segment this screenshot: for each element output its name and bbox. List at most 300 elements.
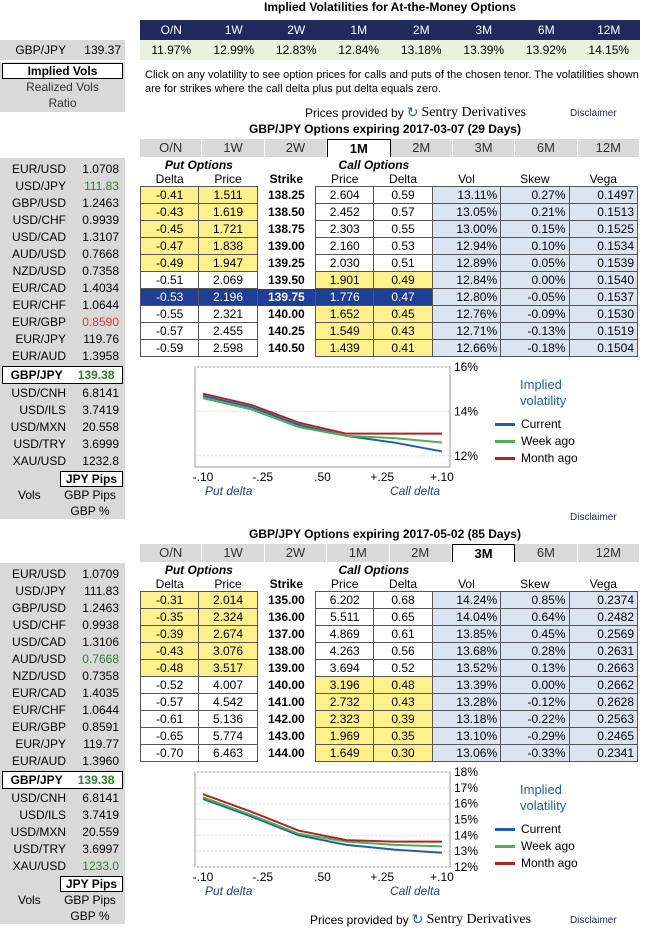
strike: 137.00 [268, 627, 305, 641]
rate-row [0, 195, 125, 212]
put-price[interactable]: 1.721 [199, 221, 257, 238]
skew: 0.00% [501, 677, 569, 694]
rate-pair: EUR/USD [11, 567, 66, 581]
table-row[interactable] [141, 728, 638, 745]
strike: 138.50 [268, 205, 305, 219]
provider-name: Sentry Derivatives [421, 104, 527, 120]
call-delta[interactable]: 0.52 [374, 660, 432, 677]
put-price-col: Price [214, 577, 242, 591]
header-vol-4[interactable]: 13.18% [400, 43, 442, 57]
tab-3m[interactable]: 3M [453, 139, 515, 157]
table-row[interactable] [141, 694, 638, 711]
rates-sidebar [0, 563, 125, 924]
vols-label: Vols [18, 893, 41, 907]
vol: 14.04% [432, 609, 500, 626]
tab-1w[interactable]: 1W [202, 139, 264, 157]
call-price[interactable]: 3.196 [316, 677, 374, 694]
tab-1m[interactable]: 1M [327, 544, 389, 562]
gbp-pct-button[interactable]: GBP % [70, 909, 110, 923]
vega: 0.1534 [569, 238, 637, 255]
rate-value: 3.6997 [82, 842, 119, 856]
tab-6m[interactable]: 6M [515, 544, 577, 562]
rate-pair: GBP/USD [11, 601, 66, 615]
rate-value: 1.2463 [82, 196, 119, 210]
call-delta[interactable]: 0.47 [374, 289, 432, 306]
call-price[interactable]: 1.969 [316, 728, 374, 745]
put-price[interactable]: 2.324 [199, 609, 257, 626]
legend-label: Month ago [521, 451, 578, 465]
header-tenor-5: 3M [475, 23, 493, 37]
tab-2m[interactable]: 2M [390, 544, 452, 562]
header-tenor-6: 6M [537, 23, 555, 37]
call-price[interactable]: 3.694 [316, 660, 374, 677]
put-delta[interactable]: -0.59 [141, 340, 199, 357]
rate-pair: XAU/USD [12, 859, 66, 873]
put-price[interactable]: 3.517 [199, 660, 257, 677]
table-row[interactable] [141, 306, 638, 323]
put-options-header: Put Options [164, 158, 233, 172]
call-price[interactable]: 2.604 [316, 187, 374, 204]
put-price[interactable]: 2.598 [199, 340, 257, 357]
vol-chart [192, 360, 479, 498]
call-price[interactable]: 1.549 [316, 323, 374, 340]
call-delta[interactable]: 0.43 [374, 323, 432, 340]
rate-pair: EUR/AUD [11, 754, 66, 768]
x-tick: +.25 [370, 470, 395, 484]
vol: 13.28% [432, 694, 500, 711]
header-tenor-2: 2W [287, 23, 306, 37]
rate-pair: EUR/JPY [15, 332, 66, 346]
table-row[interactable] [141, 323, 638, 340]
table-row[interactable] [141, 643, 638, 660]
header-vol-3[interactable]: 12.84% [338, 43, 380, 57]
rate-pair: AUD/USD [11, 247, 66, 261]
call-price[interactable]: 4.263 [316, 643, 374, 660]
rate-pair: NZD/USD [12, 669, 66, 683]
call-price[interactable]: 2.452 [316, 204, 374, 221]
legend-volatility: volatility [520, 798, 567, 813]
rate-pair: USD/CHF [12, 213, 66, 227]
rate-value: 0.7358 [82, 264, 119, 278]
vega: 0.1504 [569, 340, 637, 357]
jpy-pips-button[interactable]: JPY Pips [60, 876, 123, 892]
rate-value: 0.9939 [82, 213, 119, 227]
put-delta[interactable]: -0.57 [141, 694, 199, 711]
rate-value: 0.7668 [82, 247, 119, 261]
skew: -0.33% [501, 745, 569, 762]
info-text: Click on any volatility to see option prices for calls and puts of the chosen tenor. The volatilities shown are for strikes where the call delta plus put delta equals zero. [145, 69, 639, 95]
call-delta[interactable]: 0.55 [374, 221, 432, 238]
tab-1w[interactable]: 1W [202, 544, 264, 562]
table-row[interactable] [141, 340, 638, 357]
vega: 0.1537 [569, 289, 637, 306]
strike: 139.25 [268, 256, 305, 270]
vol: 14.24% [432, 592, 500, 609]
rate-value: 1.0709 [82, 567, 119, 581]
put-delta[interactable]: -0.51 [141, 272, 199, 289]
call-price[interactable]: 2.030 [316, 255, 374, 272]
header-tenor-0: O/N [160, 23, 182, 37]
put-delta[interactable]: -0.43 [141, 643, 199, 660]
call-delta[interactable]: 0.53 [374, 238, 432, 255]
call-price[interactable]: 1.901 [316, 272, 374, 289]
vega-col: Vega [589, 577, 617, 591]
tenor-tabs [140, 139, 640, 157]
put-delta[interactable]: -0.48 [141, 660, 199, 677]
call-price[interactable]: 1.776 [316, 289, 374, 306]
rate-pair: USD/JPY [15, 179, 66, 193]
legend-title [520, 377, 566, 409]
put-price[interactable]: 6.463 [199, 745, 257, 762]
skew: -0.22% [501, 711, 569, 728]
rate-value: 0.7668 [82, 652, 119, 666]
put-price[interactable]: 4.542 [199, 694, 257, 711]
rate-row [0, 419, 125, 436]
put-price[interactable]: 2.321 [199, 306, 257, 323]
strike: 138.75 [268, 222, 305, 236]
header-vol-1[interactable]: 12.99% [213, 43, 255, 57]
rate-row [0, 651, 125, 668]
rate-value: 1.4034 [82, 281, 119, 295]
y-tick: 17% [454, 780, 479, 795]
put-delta[interactable]: -0.35 [141, 609, 199, 626]
rate-pair: EUR/CHF [12, 298, 66, 312]
vega: 0.1513 [569, 204, 637, 221]
prices-by-label: Prices provided by [305, 105, 404, 120]
menu-ratio[interactable]: Ratio [48, 96, 77, 110]
table-row[interactable] [141, 745, 638, 762]
rate-value: 1.3107 [82, 230, 119, 244]
gbp-pips-button[interactable]: GBP Pips [64, 893, 116, 907]
menu-realized-vols[interactable]: Realized Vols [26, 80, 99, 94]
vol: 13.52% [432, 660, 500, 677]
skew: 0.28% [501, 643, 569, 660]
call-delta[interactable]: 0.49 [374, 272, 432, 289]
vega: 0.2628 [569, 694, 637, 711]
rate-row [0, 634, 125, 651]
put-delta[interactable]: -0.39 [141, 626, 199, 643]
y-tick: 14% [454, 404, 479, 419]
disclaimer-link[interactable]: Disclaimer [570, 108, 617, 119]
tab-3m[interactable]: 3M [452, 544, 515, 562]
table-row[interactable] [141, 660, 638, 677]
rate-value: 1.0644 [82, 298, 119, 312]
rate-row [0, 402, 125, 419]
spot-row [0, 40, 125, 60]
y-tick: 14% [454, 828, 479, 843]
put-delta[interactable]: -0.57 [141, 323, 199, 340]
put-price[interactable]: 1.619 [199, 204, 257, 221]
rate-row [0, 824, 125, 841]
table-row[interactable] [141, 238, 638, 255]
put-price[interactable]: 1.838 [199, 238, 257, 255]
call-delta[interactable]: 0.41 [374, 340, 432, 357]
call-delta[interactable]: 0.48 [374, 677, 432, 694]
options-table [140, 158, 638, 357]
call-delta[interactable]: 0.56 [374, 643, 432, 660]
call-price[interactable]: 2.732 [316, 694, 374, 711]
selected-pair-box [2, 771, 123, 789]
call-price[interactable]: 1.652 [316, 306, 374, 323]
vega: 0.2465 [569, 728, 637, 745]
rate-row [0, 212, 125, 229]
legend-label: Week ago [521, 434, 575, 448]
skew: -0.09% [501, 306, 569, 323]
header-vol-2[interactable]: 12.83% [275, 43, 317, 57]
table-row[interactable] [141, 626, 638, 643]
rate-pair: USD/CNH [11, 386, 66, 400]
legend-month-ago [495, 451, 578, 465]
legend-label: Month ago [521, 856, 578, 870]
y-tick: 12% [454, 860, 479, 874]
put-delta[interactable]: -0.45 [141, 221, 199, 238]
strike: 143.00 [268, 729, 305, 743]
put-delta[interactable]: -0.70 [141, 745, 199, 762]
rate-value: 6.8141 [82, 386, 119, 400]
skew: 0.21% [501, 204, 569, 221]
header-vol-7[interactable]: 14.15% [588, 43, 630, 57]
x-tick: -.10 [192, 870, 214, 884]
header-vol-5[interactable]: 13.39% [463, 43, 505, 57]
provider-credit [310, 911, 531, 928]
call-delta[interactable]: 0.68 [374, 592, 432, 609]
rate-value: 0.9938 [82, 618, 119, 632]
vega: 0.2374 [569, 592, 637, 609]
gbp-pct-button[interactable]: GBP % [70, 504, 110, 518]
rate-value: 3.6999 [82, 437, 119, 451]
strike: 139.50 [268, 273, 305, 287]
put-delta[interactable]: -0.55 [141, 306, 199, 323]
rate-row [0, 719, 125, 736]
put-delta-label: Put delta [205, 484, 253, 498]
rate-row [0, 436, 125, 453]
call-delta-col: Delta [389, 172, 418, 186]
tab-6m[interactable]: 6M [515, 139, 577, 157]
call-delta[interactable]: 0.43 [374, 694, 432, 711]
table-row[interactable] [141, 187, 638, 204]
put-price[interactable]: 5.136 [199, 711, 257, 728]
skew: 0.27% [501, 187, 569, 204]
tab-12m[interactable]: 12M [578, 544, 640, 562]
put-delta[interactable]: -0.61 [141, 711, 199, 728]
table-row[interactable] [141, 272, 638, 289]
menu-implied-vols[interactable]: Implied Vols [2, 63, 123, 79]
call-delta[interactable]: 0.35 [374, 728, 432, 745]
jpy-pips-button[interactable]: JPY Pips [60, 471, 123, 487]
put-price[interactable]: 2.069 [199, 272, 257, 289]
vol-col: Vol [458, 577, 475, 591]
table-row[interactable] [141, 221, 638, 238]
legend-volatility: volatility [520, 393, 567, 408]
put-delta[interactable]: -0.43 [141, 204, 199, 221]
strike: 144.00 [268, 746, 305, 760]
call-price[interactable]: 6.202 [316, 592, 374, 609]
put-price[interactable]: 2.455 [199, 323, 257, 340]
put-delta[interactable]: -0.65 [141, 728, 199, 745]
gbp-pips-button[interactable]: GBP Pips [64, 488, 116, 502]
table-row[interactable] [141, 289, 638, 306]
call-price[interactable]: 5.511 [316, 609, 374, 626]
vol-col: Vol [458, 172, 475, 186]
table-row[interactable] [141, 609, 638, 626]
skew: 0.15% [501, 221, 569, 238]
vol-chart [192, 765, 479, 898]
strike-col: Strike [269, 172, 304, 187]
vol: 13.39% [432, 677, 500, 694]
table-row[interactable] [141, 255, 638, 272]
x-tick: .50 [314, 870, 331, 884]
rate-value: 111.83 [84, 179, 119, 193]
rate-value: 1.4035 [82, 686, 119, 700]
call-price[interactable]: 1.439 [316, 340, 374, 357]
page-title: Implied Volatilities for At-the-Money Options [263, 0, 516, 14]
legend-swatch [495, 828, 515, 831]
put-delta[interactable]: -0.47 [141, 238, 199, 255]
call-options-header: Call Options [338, 563, 410, 577]
rate-pair: USD/JPY [15, 584, 66, 598]
call-delta[interactable]: 0.65 [374, 609, 432, 626]
call-delta[interactable]: 0.39 [374, 711, 432, 728]
call-price[interactable]: 2.323 [316, 711, 374, 728]
rate-row [0, 280, 125, 297]
call-delta[interactable]: 0.61 [374, 626, 432, 643]
put-delta[interactable]: -0.41 [141, 187, 199, 204]
tab-2m[interactable]: 2M [391, 139, 453, 157]
put-delta[interactable]: -0.52 [141, 677, 199, 694]
strike: 139.00 [268, 661, 305, 675]
rate-row [0, 453, 125, 470]
call-delta[interactable]: 0.45 [374, 306, 432, 323]
call-delta[interactable]: 0.57 [374, 204, 432, 221]
disclaimer-link[interactable]: Disclaimer [570, 512, 617, 523]
rate-pair: EUR/AUD [11, 349, 66, 363]
rate-row [0, 858, 125, 875]
skew: 0.85% [501, 592, 569, 609]
x-tick: +.10 [430, 870, 454, 884]
strike: 141.00 [268, 695, 305, 709]
tab-1m[interactable]: 1M [327, 139, 390, 157]
put-delta[interactable]: -0.31 [141, 592, 199, 609]
rate-value: 0.8590 [82, 315, 119, 329]
legend-title [520, 782, 566, 814]
call-delta[interactable]: 0.59 [374, 187, 432, 204]
skew: 0.45% [501, 626, 569, 643]
tab-2w[interactable]: 2W [265, 139, 327, 157]
tab-12m[interactable]: 12M [578, 139, 640, 157]
call-options-header: Call Options [338, 158, 410, 172]
strike: 138.00 [268, 644, 305, 658]
call-price[interactable]: 2.160 [316, 238, 374, 255]
rate-value: 1.3106 [82, 635, 119, 649]
call-delta-label: Call delta [390, 884, 441, 898]
call-price-col: Price [331, 172, 359, 186]
put-delta[interactable]: -0.53 [141, 289, 199, 306]
disclaimer-link[interactable]: Disclaimer [570, 915, 617, 926]
rate-value: 119.77 [83, 737, 119, 751]
strike: 140.50 [268, 341, 305, 355]
rate-row [0, 566, 125, 583]
vol: 13.05% [432, 204, 500, 221]
header-tenor-7: 12M [597, 23, 621, 37]
rate-pair: XAU/USD [12, 454, 66, 468]
rate-pair: EUR/CAD [11, 281, 66, 295]
rate-row [0, 736, 125, 753]
options-panel-3m [0, 527, 649, 932]
rate-row [0, 702, 125, 719]
sentry-logo-icon: ↻ [406, 104, 419, 120]
strike: 138.25 [268, 188, 305, 202]
rate-pair: USD/MXN [10, 420, 66, 434]
put-price[interactable]: 1.511 [199, 187, 257, 204]
rate-pair: USD/TRY [13, 842, 66, 856]
table-row[interactable] [141, 204, 638, 221]
put-price[interactable]: 2.014 [199, 592, 257, 609]
rate-value: 1.2463 [82, 601, 119, 615]
vol: 13.11% [432, 187, 500, 204]
call-delta[interactable]: 0.51 [374, 255, 432, 272]
tab-2w[interactable]: 2W [265, 544, 327, 562]
strike: 136.00 [268, 610, 305, 624]
chart-frame [195, 367, 450, 467]
put-price[interactable]: 3.076 [199, 643, 257, 660]
put-price[interactable]: 4.007 [199, 677, 257, 694]
rate-row [0, 161, 125, 178]
rate-pair: GBP/USD [11, 196, 66, 210]
rate-row [0, 331, 125, 348]
table-row[interactable] [141, 677, 638, 694]
rate-value: 1233.0 [82, 859, 119, 873]
put-price-col: Price [214, 172, 242, 186]
rate-row [0, 246, 125, 263]
skew-col: Skew [520, 172, 550, 186]
rate-pair: AUD/USD [11, 652, 66, 666]
put-price[interactable]: 1.947 [199, 255, 257, 272]
vol: 13.10% [432, 728, 500, 745]
put-price[interactable]: 2.674 [199, 626, 257, 643]
header-vol-0[interactable]: 11.97% [151, 43, 192, 57]
header-vol-6[interactable]: 13.92% [525, 43, 567, 57]
call-price[interactable]: 1.649 [316, 745, 374, 762]
rate-pair: EUR/JPY [15, 737, 66, 751]
tab-on[interactable]: O/N [140, 139, 202, 157]
vega: 0.2341 [569, 745, 637, 762]
rate-row [0, 178, 125, 195]
put-price[interactable]: 5.774 [199, 728, 257, 745]
call-delta[interactable]: 0.30 [374, 745, 432, 762]
rate-pair: EUR/GBP [11, 720, 66, 734]
put-delta[interactable]: -0.49 [141, 255, 199, 272]
call-price[interactable]: 4.869 [316, 626, 374, 643]
table-row[interactable] [141, 711, 638, 728]
rate-value: 3.7419 [82, 808, 119, 822]
vol: 12.89% [432, 255, 500, 272]
y-tick: 16% [454, 796, 479, 811]
call-price[interactable]: 2.303 [316, 221, 374, 238]
rate-row [0, 348, 125, 365]
rate-pair: USD/MXN [10, 825, 66, 839]
legend-implied: Implied [520, 377, 562, 392]
vol: 13.68% [432, 643, 500, 660]
skew: 0.64% [501, 609, 569, 626]
vega: 0.2569 [569, 626, 637, 643]
vega: 0.2663 [569, 660, 637, 677]
strike: 140.00 [268, 678, 305, 692]
table-row[interactable] [141, 592, 638, 609]
put-price[interactable]: 2.196 [199, 289, 257, 306]
strike: 142.00 [268, 712, 305, 726]
tab-on[interactable]: O/N [140, 544, 202, 562]
legend-swatch [495, 440, 515, 443]
